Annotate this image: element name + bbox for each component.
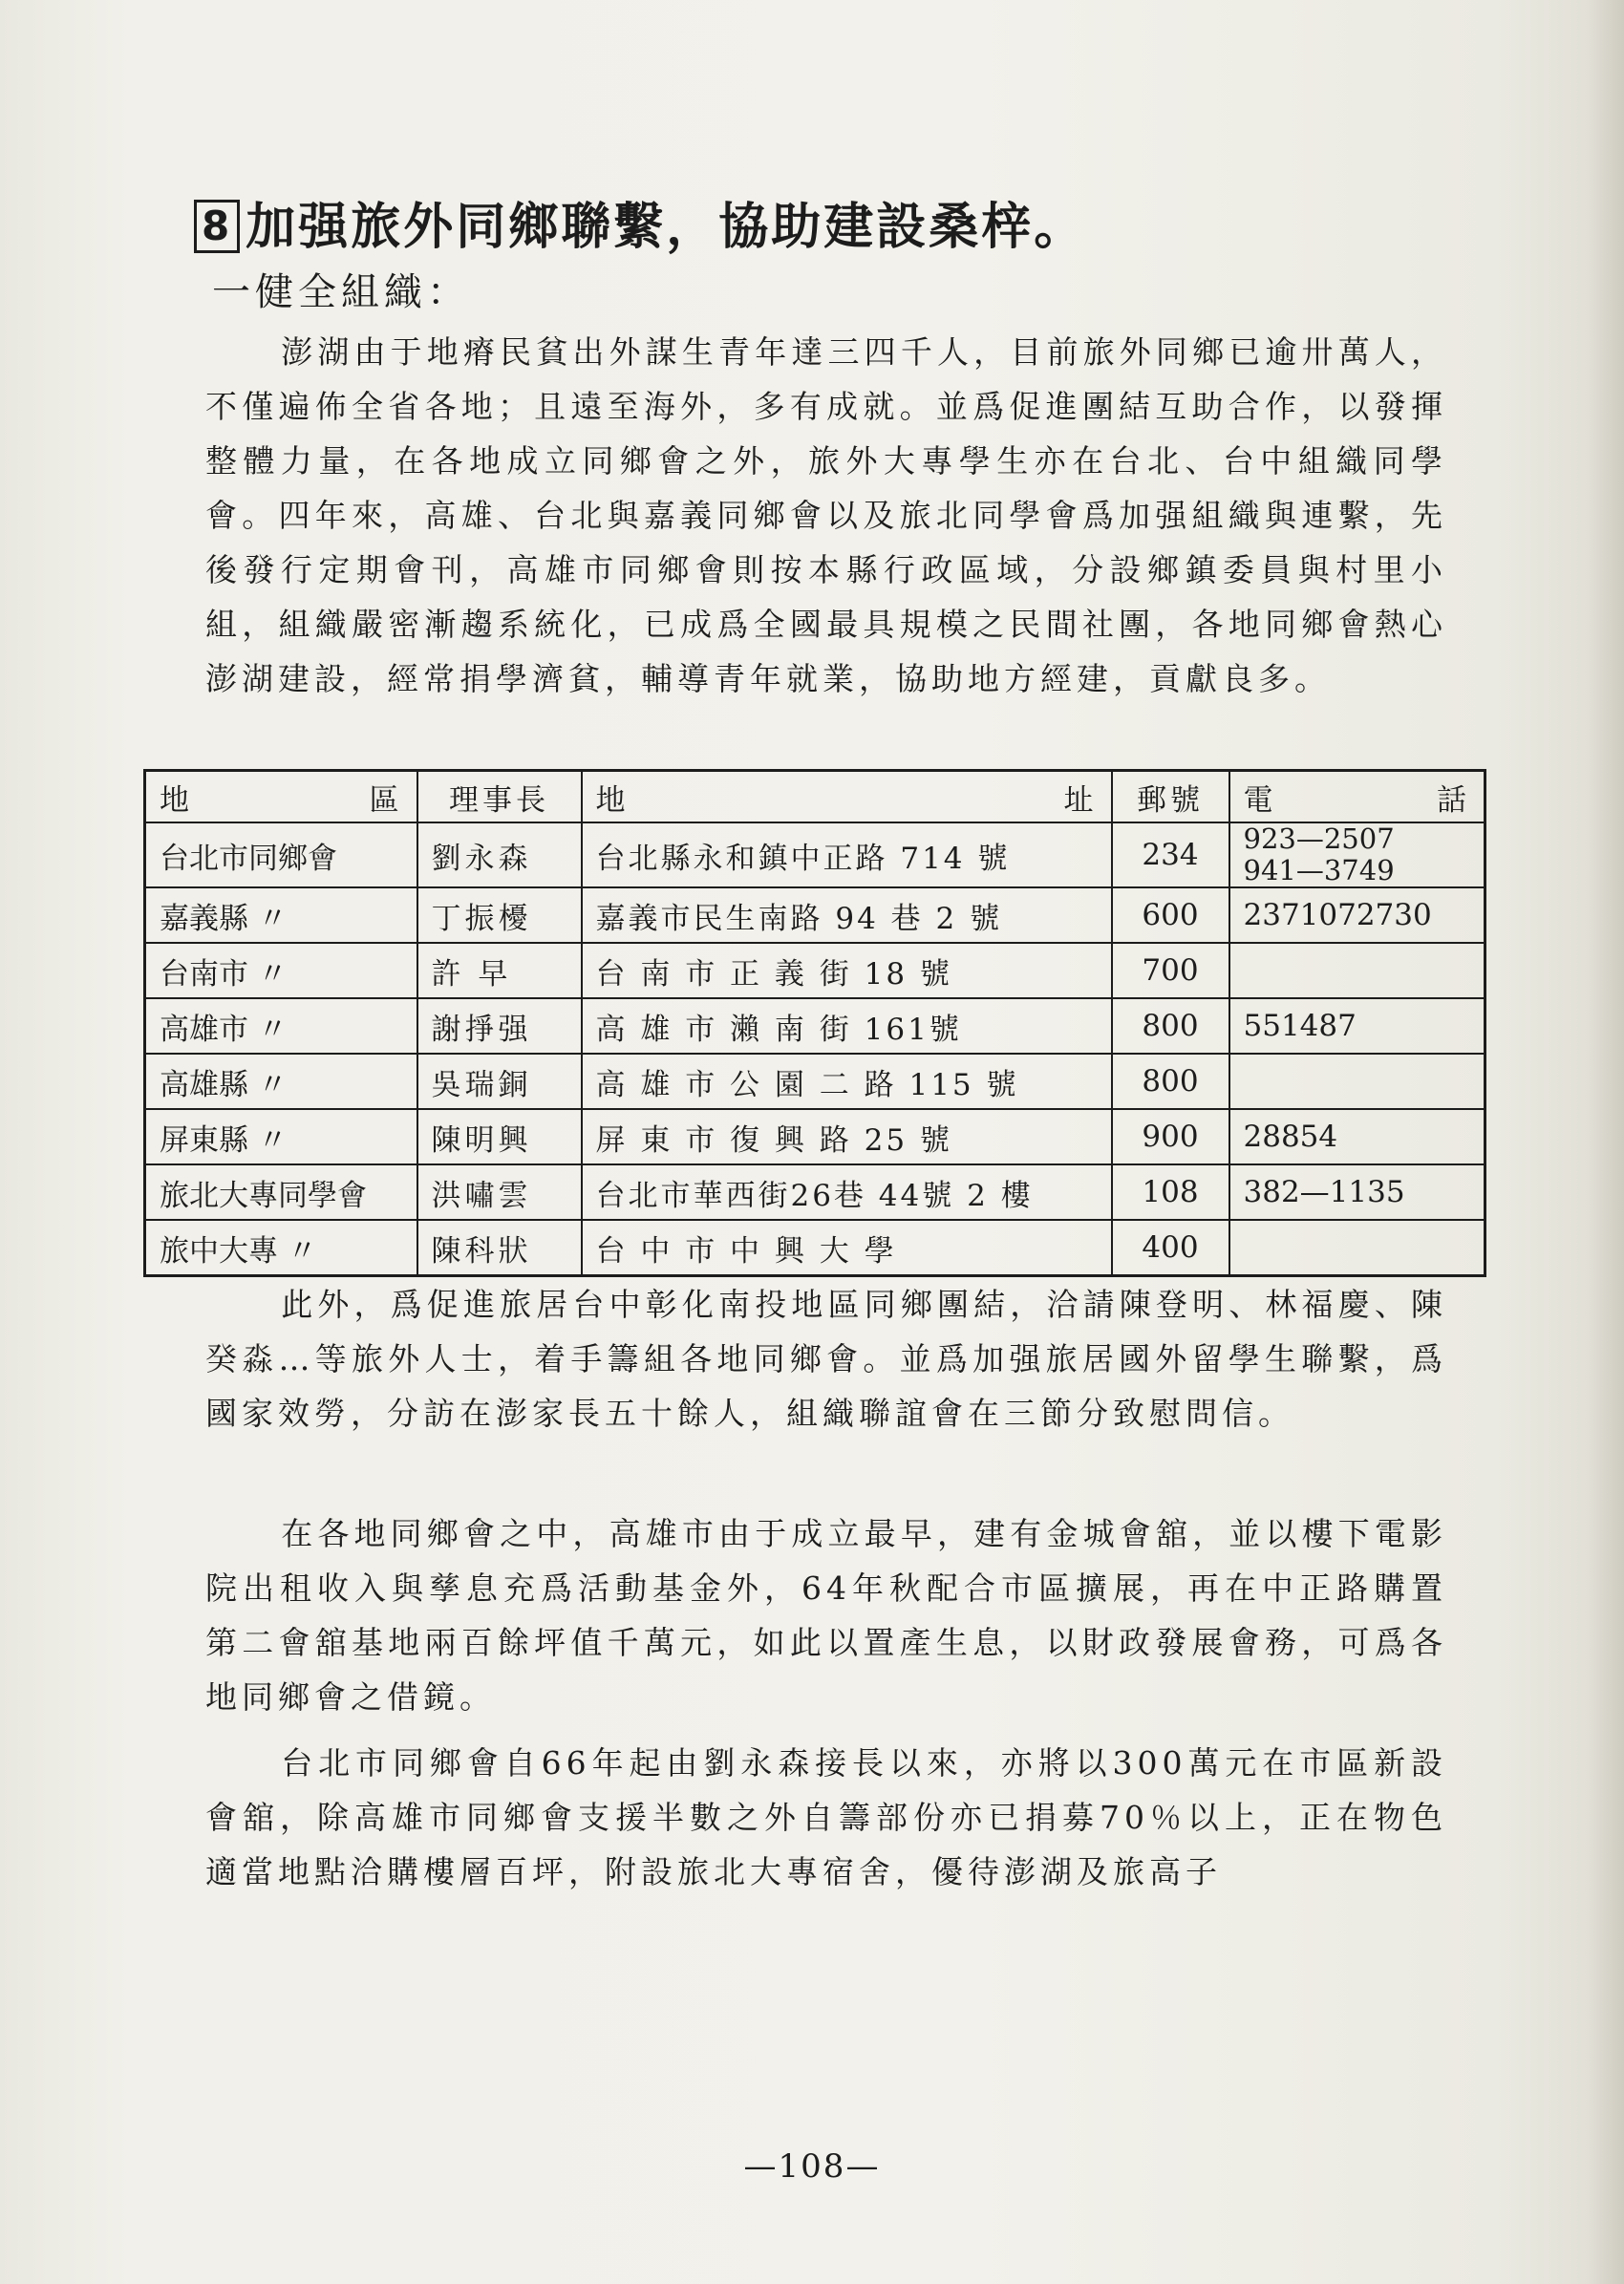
section-number-box: 8 — [194, 200, 240, 253]
cell-chairman: 吳瑞銅 — [417, 1054, 582, 1109]
cell-region: 高雄縣 〃 — [145, 1054, 417, 1109]
cell-chairman: 劉永森 — [417, 822, 582, 887]
cell-region: 高雄市 〃 — [145, 998, 417, 1054]
cell-region: 旅中大專 〃 — [145, 1220, 417, 1276]
cell-chairman: 陳科狀 — [417, 1220, 582, 1276]
cell-phone — [1229, 1220, 1485, 1276]
cell-chairman: 陳明興 — [417, 1109, 582, 1164]
paragraph-central-region: 此外，爲促進旅居台中彰化南投地區同鄉團結，洽請陳登明、林福慶、陳癸淼…等旅外人士，着手籌組各地同鄉會。並爲加强旅居國外留學生聯繫，爲國家效勞，分訪在澎家長五十餘人，組織聯誼會在三節分致慰問信。 — [205, 1286, 1447, 1432]
cell-postal: 108 — [1112, 1164, 1229, 1220]
table-row — [145, 998, 1485, 1054]
header-address: 地 址 — [582, 771, 1112, 823]
cell-chairman: 許 早 — [417, 943, 582, 998]
cell-address: 高 雄 市 瀨 南 街 161號 — [582, 998, 1112, 1054]
table-row — [145, 1054, 1485, 1109]
cell-region: 屏東縣 〃 — [145, 1109, 417, 1164]
phone-line-1: 923—2507 — [1243, 822, 1395, 855]
header-chairman: 理事長 — [417, 771, 582, 823]
section-heading — [194, 186, 1086, 258]
cell-address: 嘉義市民生南路 94 巷 2 號 — [582, 887, 1112, 943]
page-number: —108— — [743, 2147, 881, 2186]
cell-postal: 800 — [1112, 998, 1229, 1054]
cell-phone — [1229, 1054, 1485, 1109]
cell-region: 旅北大專同學會 — [145, 1164, 417, 1220]
table-row — [145, 822, 1485, 887]
cell-address: 台北市華西街26巷 44號 2 樓 — [582, 1164, 1112, 1220]
cell-phone: 551487 — [1229, 998, 1485, 1054]
cell-chairman: 洪嘯雲 — [417, 1164, 582, 1220]
paragraph-taipei: 台北市同鄉會自66年起由劉永森接長以來，亦將以300萬元在市區新設會舘，除高雄市同鄉會支援半數之外自籌部份亦已捐募70％以上，正在物色適當地點洽購樓層百坪，附設旅北大專宿舍，優待澎湖及旅高子 — [205, 1744, 1447, 1890]
cell-postal: 400 — [1112, 1220, 1229, 1276]
table-row — [145, 1109, 1485, 1164]
cell-postal: 800 — [1112, 1054, 1229, 1109]
cell-region: 台南市 〃 — [145, 943, 417, 998]
table-row — [145, 887, 1485, 943]
phone-line-2: 941—3749 — [1243, 854, 1395, 886]
page-edge-shadow — [1588, 0, 1624, 2284]
cell-chairman: 謝掙强 — [417, 998, 582, 1054]
header-postal: 郵號 — [1112, 771, 1229, 823]
header-phone: 電 話 — [1229, 771, 1485, 823]
cell-address: 台 中 市 中 興 大 學 — [582, 1220, 1112, 1276]
table-header-row — [145, 771, 1485, 823]
cell-phone: 382—1135 — [1229, 1164, 1485, 1220]
table-row — [145, 943, 1485, 998]
paragraph-kaohsiung: 在各地同鄉會之中，高雄市由于成立最早，建有金城會舘，並以樓下電影院出租收入與孳息充爲活動基金外，64年秋配合市區擴展，再在中正路購置第二會舘基地兩百餘坪值千萬元，如此以置產生息，以財政發展會務，可爲各地同鄉會之借鏡。 — [205, 1515, 1447, 1716]
cell-region: 台北市同鄉會 — [145, 822, 417, 887]
cell-region: 嘉義縣 〃 — [145, 887, 417, 943]
cell-address: 台 南 市 正 義 街 18 號 — [582, 943, 1112, 998]
cell-postal: 900 — [1112, 1109, 1229, 1164]
paragraph-organization: 澎湖由于地瘠民貧出外謀生青年達三四千人，目前旅外同鄉已逾卅萬人，不僅遍佈全省各地；且遠至海外，多有成就。並爲促進團結互助合作，以發揮整體力量，在各地成立同鄉會之外，旅外大專學生亦在台北、台中組織同學會。四年來，高雄、台北與嘉義同鄉會以及旅北同學會爲加强組織與連繫，先後發行定期會刊，高雄市同鄉會則按本縣行政區域，分設鄉鎮委員與村里小組，組織嚴密漸趨系統化，已成爲全國最具規模之民間社團，各地同鄉會熱心澎湖建設，經常捐學濟貧，輔導青年就業，協助地方經建，貢獻良多。 — [205, 333, 1447, 697]
subsection-heading: 一健全組織： — [212, 270, 470, 314]
cell-chairman: 丁振櫌 — [417, 887, 582, 943]
cell-address: 高 雄 市 公 園 二 路 115 號 — [582, 1054, 1112, 1109]
cell-phone — [1229, 822, 1485, 887]
cell-postal: 700 — [1112, 943, 1229, 998]
table-row — [145, 1164, 1485, 1220]
cell-address: 台北縣永和鎮中正路 714 號 — [582, 822, 1112, 887]
cell-phone: 2371072730 — [1229, 887, 1485, 943]
cell-phone — [1229, 943, 1485, 998]
cell-postal: 600 — [1112, 887, 1229, 943]
cell-address: 屏 東 市 復 興 路 25 號 — [582, 1109, 1112, 1164]
section-title: 加强旅外同鄉聯繫，協助建設桑梓。 — [246, 199, 1087, 256]
header-region: 地 區 — [145, 771, 417, 823]
table-row — [145, 1220, 1485, 1276]
cell-postal: 234 — [1112, 822, 1229, 887]
cell-phone: 28854 — [1229, 1109, 1485, 1164]
association-table — [143, 769, 1486, 1277]
